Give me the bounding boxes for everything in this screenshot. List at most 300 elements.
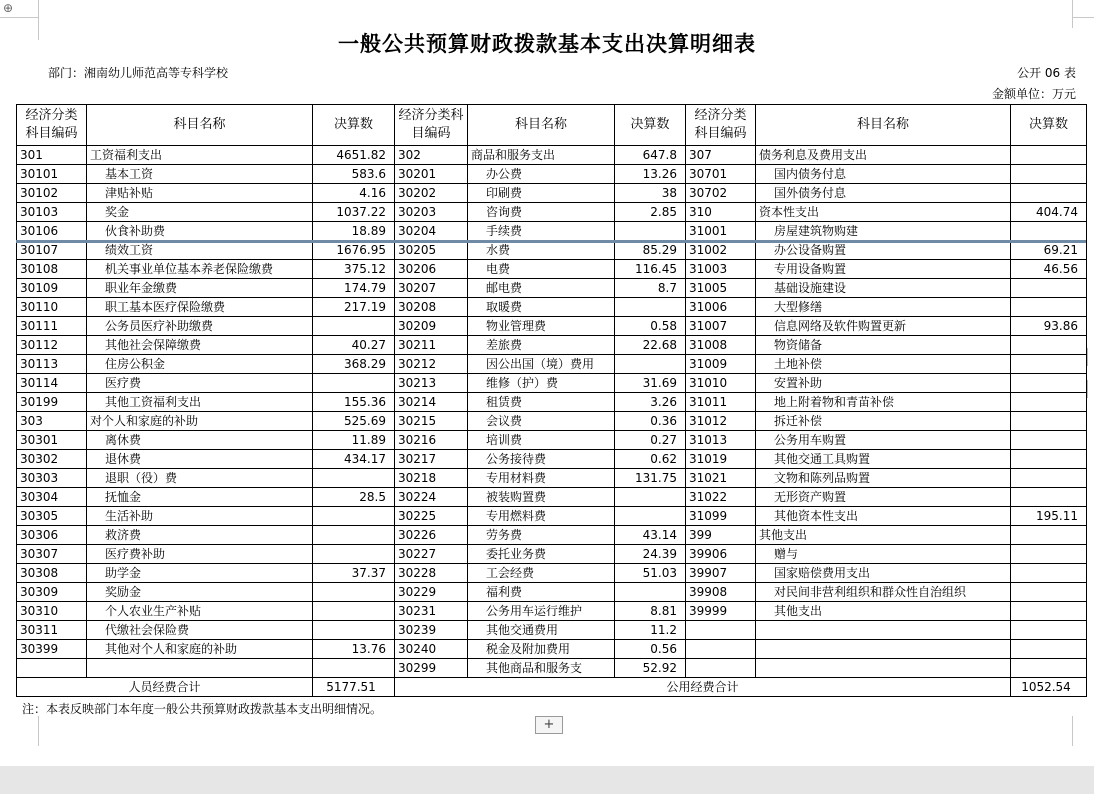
name-cell[interactable]: 公务接待费 [468, 450, 615, 469]
header-row [17, 105, 1087, 146]
table-row [17, 279, 1087, 298]
amount-cell[interactable] [313, 507, 395, 526]
table-row [17, 393, 1087, 412]
name-cell[interactable]: 职工基本医疗保险缴费 [87, 298, 313, 317]
amount-cell[interactable]: 525.69 [313, 412, 395, 431]
amount-cell[interactable]: 4.16 [313, 184, 395, 203]
amount-cell[interactable] [1011, 374, 1087, 393]
code-cell[interactable]: 30206 [395, 260, 468, 279]
name-cell[interactable]: 赠与 [756, 545, 1011, 564]
personnel-total-label[interactable]: 人员经费合计 [17, 678, 313, 697]
code-cell[interactable]: 30701 [686, 165, 756, 184]
move-handle-icon[interactable]: ⊕ [2, 1, 14, 15]
code-cell[interactable]: 31003 [686, 260, 756, 279]
page-title: 一般公共预算财政拨款基本支出决算明细表 [338, 31, 756, 56]
table-row [17, 640, 1087, 659]
amount-cell[interactable]: 11.89 [313, 431, 395, 450]
status-bar [0, 766, 1094, 794]
name-cell[interactable]: 专用设备购置 [756, 260, 1011, 279]
code-cell[interactable]: 307 [686, 146, 756, 165]
name-cell[interactable]: 取暖费 [468, 298, 615, 317]
name-cell[interactable]: 无形资产购置 [756, 488, 1011, 507]
amount-cell[interactable] [1011, 431, 1087, 450]
amount-cell[interactable]: 13.76 [313, 640, 395, 659]
header-name[interactable]: 科目名称 [756, 105, 1011, 146]
code-cell[interactable]: 31008 [686, 336, 756, 355]
name-cell[interactable]: 津贴补贴 [87, 184, 313, 203]
code-cell[interactable]: 30229 [395, 583, 468, 602]
amount-cell[interactable] [615, 222, 686, 241]
code-cell[interactable] [686, 659, 756, 678]
header-code[interactable]: 经济分类科目编码 [395, 105, 468, 146]
amount-cell[interactable] [615, 355, 686, 374]
amount-cell[interactable] [1011, 450, 1087, 469]
name-cell[interactable]: 电费 [468, 260, 615, 279]
code-cell[interactable] [17, 659, 87, 678]
name-cell[interactable]: 会议费 [468, 412, 615, 431]
personnel-total-value[interactable]: 5177.51 [313, 678, 395, 697]
amount-cell[interactable]: 174.79 [313, 279, 395, 298]
code-cell[interactable]: 30303 [17, 469, 87, 488]
amount-cell[interactable]: 404.74 [1011, 203, 1087, 222]
amount-cell[interactable]: 28.5 [313, 488, 395, 507]
name-cell[interactable] [756, 659, 1011, 678]
amount-cell[interactable]: 31.69 [615, 374, 686, 393]
name-cell[interactable]: 绩效工资 [87, 241, 313, 260]
amount-cell[interactable]: 24.39 [615, 545, 686, 564]
name-cell[interactable]: 住房公积金 [87, 355, 313, 374]
code-cell[interactable]: 30201 [395, 165, 468, 184]
amount-cell[interactable]: 0.58 [615, 317, 686, 336]
amount-cell[interactable] [615, 507, 686, 526]
code-cell[interactable]: 30114 [17, 374, 87, 393]
name-cell[interactable]: 退职（役）费 [87, 469, 313, 488]
amount-cell[interactable] [1011, 393, 1087, 412]
amount-cell[interactable] [313, 469, 395, 488]
code-cell[interactable]: 30308 [17, 564, 87, 583]
name-cell[interactable]: 医疗费 [87, 374, 313, 393]
code-cell[interactable]: 31022 [686, 488, 756, 507]
amount-cell[interactable] [1011, 659, 1087, 678]
amount-cell[interactable]: 52.92 [615, 659, 686, 678]
name-cell[interactable]: 手续费 [468, 222, 615, 241]
amount-cell[interactable] [313, 659, 395, 678]
code-cell[interactable]: 399 [686, 526, 756, 545]
code-cell[interactable]: 30302 [17, 450, 87, 469]
table-row [17, 184, 1087, 203]
name-cell[interactable]: 租赁费 [468, 393, 615, 412]
name-cell[interactable]: 大型修缮 [756, 298, 1011, 317]
name-cell[interactable]: 办公费 [468, 165, 615, 184]
margin-guide [1072, 716, 1073, 746]
amount-cell[interactable] [313, 602, 395, 621]
amount-cell[interactable] [1011, 469, 1087, 488]
code-cell[interactable]: 30702 [686, 184, 756, 203]
name-cell[interactable]: 其他交通工具购置 [756, 450, 1011, 469]
name-cell[interactable]: 医疗费补助 [87, 545, 313, 564]
margin-guide [38, 716, 39, 746]
table-row [17, 450, 1087, 469]
name-cell[interactable]: 国内债务付息 [756, 165, 1011, 184]
amount-cell[interactable] [1011, 279, 1087, 298]
amount-cell[interactable] [1011, 412, 1087, 431]
amount-cell[interactable] [615, 583, 686, 602]
name-cell[interactable] [756, 640, 1011, 659]
code-cell[interactable]: 30211 [395, 336, 468, 355]
code-cell[interactable]: 30217 [395, 450, 468, 469]
amount-cell[interactable]: 0.36 [615, 412, 686, 431]
amount-cell[interactable]: 155.36 [313, 393, 395, 412]
code-cell[interactable]: 31011 [686, 393, 756, 412]
name-cell[interactable]: 物业管理费 [468, 317, 615, 336]
name-cell[interactable]: 个人农业生产补贴 [87, 602, 313, 621]
name-cell[interactable] [756, 621, 1011, 640]
code-cell[interactable]: 30103 [17, 203, 87, 222]
name-cell[interactable]: 对民间非营利组织和群众性自治组织 [756, 583, 1011, 602]
amount-cell[interactable]: 195.11 [1011, 507, 1087, 526]
code-cell[interactable]: 30106 [17, 222, 87, 241]
name-cell[interactable]: 国外债务付息 [756, 184, 1011, 203]
table-number: 公开 06 表 [1017, 66, 1076, 80]
amount-cell[interactable]: 647.8 [615, 146, 686, 165]
code-cell[interactable]: 31009 [686, 355, 756, 374]
name-cell[interactable]: 其他工资福利支出 [87, 393, 313, 412]
amount-cell[interactable]: 18.89 [313, 222, 395, 241]
name-cell[interactable]: 救济费 [87, 526, 313, 545]
amount-cell[interactable]: 0.56 [615, 640, 686, 659]
code-cell[interactable]: 31021 [686, 469, 756, 488]
name-cell[interactable]: 地上附着物和青苗补偿 [756, 393, 1011, 412]
code-cell[interactable]: 30199 [17, 393, 87, 412]
public-total-value[interactable]: 1052.54 [1011, 678, 1087, 697]
code-cell[interactable]: 30299 [395, 659, 468, 678]
code-cell[interactable]: 30205 [395, 241, 468, 260]
name-cell[interactable]: 其他支出 [756, 602, 1011, 621]
table-note: 注：本表反映部门本年度一般公共预算财政拨款基本支出明细情况。 [22, 702, 383, 716]
amount-cell[interactable] [1011, 583, 1087, 602]
code-cell[interactable]: 30208 [395, 298, 468, 317]
amount-cell[interactable]: 375.12 [313, 260, 395, 279]
amount-cell[interactable]: 40.27 [313, 336, 395, 355]
amount-cell[interactable]: 51.03 [615, 564, 686, 583]
code-cell[interactable]: 30209 [395, 317, 468, 336]
table-row [17, 621, 1087, 640]
amount-cell[interactable] [1011, 602, 1087, 621]
code-cell[interactable]: 303 [17, 412, 87, 431]
amount-cell[interactable]: 3.26 [615, 393, 686, 412]
amount-cell[interactable]: 13.26 [615, 165, 686, 184]
name-cell[interactable]: 因公出国（境）费用 [468, 355, 615, 374]
name-cell[interactable]: 专用燃料费 [468, 507, 615, 526]
code-cell[interactable]: 39999 [686, 602, 756, 621]
name-cell[interactable]: 物资储备 [756, 336, 1011, 355]
name-cell[interactable]: 生活补助 [87, 507, 313, 526]
scroll-mark [1087, 348, 1094, 366]
code-cell[interactable]: 30218 [395, 469, 468, 488]
code-cell[interactable]: 30227 [395, 545, 468, 564]
amount-cell[interactable]: 0.27 [615, 431, 686, 450]
code-cell[interactable]: 30111 [17, 317, 87, 336]
name-cell[interactable]: 税金及附加费用 [468, 640, 615, 659]
code-cell[interactable]: 30304 [17, 488, 87, 507]
name-cell[interactable]: 资本性支出 [756, 203, 1011, 222]
amount-cell[interactable] [1011, 146, 1087, 165]
amount-unit: 金额单位：万元 [991, 87, 1076, 101]
amount-cell[interactable]: 8.81 [615, 602, 686, 621]
code-cell[interactable]: 30107 [17, 241, 87, 260]
amount-cell[interactable]: 69.21 [1011, 241, 1087, 260]
add-sheet-button[interactable]: + [535, 716, 563, 734]
code-cell[interactable]: 30301 [17, 431, 87, 450]
name-cell[interactable]: 其他资本性支出 [756, 507, 1011, 526]
code-cell[interactable]: 30226 [395, 526, 468, 545]
name-cell[interactable]: 办公设备购置 [756, 241, 1011, 260]
header-code[interactable]: 经济分类科目编码 [17, 105, 87, 146]
table-row [17, 165, 1087, 184]
scroll-mark [1087, 380, 1094, 398]
name-cell[interactable]: 其他交通费用 [468, 621, 615, 640]
name-cell[interactable]: 土地补偿 [756, 355, 1011, 374]
code-cell[interactable]: 30214 [395, 393, 468, 412]
amount-cell[interactable]: 85.29 [615, 241, 686, 260]
name-cell[interactable]: 其他支出 [756, 526, 1011, 545]
code-cell[interactable]: 30399 [17, 640, 87, 659]
amount-cell[interactable] [313, 545, 395, 564]
name-cell[interactable]: 基本工资 [87, 165, 313, 184]
table-row [17, 317, 1087, 336]
name-cell[interactable]: 培训费 [468, 431, 615, 450]
table-row [17, 374, 1087, 393]
name-cell[interactable]: 职业年金缴费 [87, 279, 313, 298]
code-cell[interactable]: 30109 [17, 279, 87, 298]
name-cell[interactable]: 专用材料费 [468, 469, 615, 488]
margin-guide [1072, 0, 1073, 28]
amount-cell[interactable]: 116.45 [615, 260, 686, 279]
name-cell[interactable]: 维修（护）费 [468, 374, 615, 393]
table-row [17, 203, 1087, 222]
amount-cell[interactable]: 22.68 [615, 336, 686, 355]
amount-cell[interactable]: 583.6 [313, 165, 395, 184]
code-cell[interactable]: 39908 [686, 583, 756, 602]
code-cell[interactable]: 30113 [17, 355, 87, 374]
name-cell[interactable]: 其他商品和服务支 [468, 659, 615, 678]
code-cell[interactable]: 302 [395, 146, 468, 165]
name-cell[interactable]: 邮电费 [468, 279, 615, 298]
name-cell[interactable]: 委托业务费 [468, 545, 615, 564]
code-cell[interactable]: 31010 [686, 374, 756, 393]
code-cell[interactable]: 30203 [395, 203, 468, 222]
name-cell[interactable]: 抚恤金 [87, 488, 313, 507]
code-cell[interactable]: 30309 [17, 583, 87, 602]
margin-guide [1072, 17, 1094, 18]
name-cell[interactable]: 机关事业单位基本养老保险缴费 [87, 260, 313, 279]
table-row [17, 146, 1087, 165]
name-cell[interactable]: 助学金 [87, 564, 313, 583]
name-cell[interactable]: 伙食补助费 [87, 222, 313, 241]
name-cell[interactable]: 代缴社会保险费 [87, 621, 313, 640]
amount-cell[interactable] [1011, 640, 1087, 659]
code-cell[interactable]: 31002 [686, 241, 756, 260]
amount-cell[interactable] [1011, 184, 1087, 203]
code-cell[interactable]: 30101 [17, 165, 87, 184]
table-row [17, 431, 1087, 450]
code-cell[interactable]: 31007 [686, 317, 756, 336]
frozen-pane-divider[interactable] [16, 240, 1086, 243]
amount-cell[interactable]: 43.14 [615, 526, 686, 545]
budget-detail-table [16, 104, 1087, 697]
code-cell[interactable]: 30207 [395, 279, 468, 298]
code-cell[interactable]: 31099 [686, 507, 756, 526]
header-name[interactable]: 科目名称 [87, 105, 313, 146]
amount-cell[interactable]: 46.56 [1011, 260, 1087, 279]
name-cell[interactable]: 水费 [468, 241, 615, 260]
name-cell[interactable]: 印刷费 [468, 184, 615, 203]
amount-cell[interactable]: 11.2 [615, 621, 686, 640]
name-cell[interactable]: 工会经费 [468, 564, 615, 583]
amount-cell[interactable] [313, 621, 395, 640]
table-row [17, 336, 1087, 355]
header-name[interactable]: 科目名称 [468, 105, 615, 146]
code-cell[interactable]: 30112 [17, 336, 87, 355]
amount-cell[interactable]: 131.75 [615, 469, 686, 488]
amount-cell[interactable] [313, 374, 395, 393]
name-cell[interactable]: 咨询费 [468, 203, 615, 222]
code-cell[interactable]: 301 [17, 146, 87, 165]
table-row [17, 602, 1087, 621]
name-cell[interactable]: 劳务费 [468, 526, 615, 545]
code-cell[interactable]: 31019 [686, 450, 756, 469]
code-cell[interactable] [686, 640, 756, 659]
name-cell[interactable]: 其他对个人和家庭的补助 [87, 640, 313, 659]
name-cell[interactable]: 公务用车运行维护 [468, 602, 615, 621]
name-cell[interactable]: 公务员医疗补助缴费 [87, 317, 313, 336]
name-cell[interactable]: 对个人和家庭的补助 [87, 412, 313, 431]
header-code[interactable]: 经济分类科目编码 [686, 105, 756, 146]
code-cell[interactable]: 30225 [395, 507, 468, 526]
code-cell[interactable]: 39906 [686, 545, 756, 564]
name-cell[interactable]: 其他社会保障缴费 [87, 336, 313, 355]
code-cell[interactable]: 31001 [686, 222, 756, 241]
code-cell[interactable] [686, 621, 756, 640]
amount-cell[interactable] [1011, 165, 1087, 184]
table-row [17, 659, 1087, 678]
name-cell[interactable]: 退休费 [87, 450, 313, 469]
code-cell[interactable]: 310 [686, 203, 756, 222]
amount-cell[interactable] [1011, 222, 1087, 241]
amount-cell[interactable]: 434.17 [313, 450, 395, 469]
name-cell[interactable]: 基础设施建设 [756, 279, 1011, 298]
header-amount[interactable]: 决算数 [1011, 105, 1087, 146]
code-cell[interactable]: 30215 [395, 412, 468, 431]
code-cell[interactable]: 31012 [686, 412, 756, 431]
code-cell[interactable]: 30231 [395, 602, 468, 621]
amount-cell[interactable]: 37.37 [313, 564, 395, 583]
amount-cell[interactable] [1011, 298, 1087, 317]
code-cell[interactable]: 30307 [17, 545, 87, 564]
amount-cell[interactable] [1011, 621, 1087, 640]
code-cell[interactable]: 30102 [17, 184, 87, 203]
amount-cell[interactable]: 93.86 [1011, 317, 1087, 336]
code-cell[interactable]: 31006 [686, 298, 756, 317]
amount-cell[interactable] [1011, 564, 1087, 583]
name-cell[interactable]: 信息网络及软件购置更新 [756, 317, 1011, 336]
name-cell[interactable]: 债务利息及费用支出 [756, 146, 1011, 165]
code-cell[interactable]: 30216 [395, 431, 468, 450]
table-row [17, 412, 1087, 431]
amount-cell[interactable] [1011, 526, 1087, 545]
amount-cell[interactable] [313, 526, 395, 545]
table-row [17, 507, 1087, 526]
header-amount[interactable]: 决算数 [615, 105, 686, 146]
amount-cell[interactable] [1011, 355, 1087, 374]
code-cell[interactable]: 30228 [395, 564, 468, 583]
name-cell[interactable]: 离休费 [87, 431, 313, 450]
code-cell[interactable]: 39907 [686, 564, 756, 583]
name-cell[interactable]: 文物和陈列品购置 [756, 469, 1011, 488]
amount-cell[interactable] [1011, 545, 1087, 564]
amount-cell[interactable] [313, 583, 395, 602]
amount-cell[interactable] [615, 488, 686, 507]
code-cell[interactable]: 30204 [395, 222, 468, 241]
amount-cell[interactable]: 8.7 [615, 279, 686, 298]
name-cell[interactable]: 奖励金 [87, 583, 313, 602]
code-cell[interactable]: 30212 [395, 355, 468, 374]
code-cell[interactable]: 30110 [17, 298, 87, 317]
code-cell[interactable]: 30240 [395, 640, 468, 659]
code-cell[interactable]: 30306 [17, 526, 87, 545]
totals-row [17, 678, 1087, 697]
code-cell[interactable]: 31005 [686, 279, 756, 298]
name-cell[interactable]: 奖金 [87, 203, 313, 222]
amount-cell[interactable] [1011, 488, 1087, 507]
name-cell[interactable]: 商品和服务支出 [468, 146, 615, 165]
amount-cell[interactable] [615, 298, 686, 317]
header-amount[interactable]: 决算数 [313, 105, 395, 146]
name-cell[interactable]: 房屋建筑物购建 [756, 222, 1011, 241]
code-cell[interactable]: 30305 [17, 507, 87, 526]
code-cell[interactable]: 30108 [17, 260, 87, 279]
amount-cell[interactable]: 38 [615, 184, 686, 203]
name-cell[interactable] [87, 659, 313, 678]
code-cell[interactable]: 30239 [395, 621, 468, 640]
code-cell[interactable]: 30311 [17, 621, 87, 640]
name-cell[interactable]: 差旅费 [468, 336, 615, 355]
name-cell[interactable]: 工资福利支出 [87, 146, 313, 165]
amount-cell[interactable] [313, 317, 395, 336]
amount-cell[interactable] [1011, 336, 1087, 355]
name-cell[interactable]: 被装购置费 [468, 488, 615, 507]
public-total-label[interactable]: 公用经费合计 [395, 678, 1011, 697]
code-cell[interactable]: 31013 [686, 431, 756, 450]
name-cell[interactable]: 公务用车购置 [756, 431, 1011, 450]
amount-cell[interactable]: 368.29 [313, 355, 395, 374]
amount-cell[interactable]: 2.85 [615, 203, 686, 222]
code-cell[interactable]: 30224 [395, 488, 468, 507]
name-cell[interactable]: 拆迁补偿 [756, 412, 1011, 431]
code-cell[interactable]: 30202 [395, 184, 468, 203]
table-row [17, 488, 1087, 507]
code-cell[interactable]: 30310 [17, 602, 87, 621]
name-cell[interactable]: 福利费 [468, 583, 615, 602]
name-cell[interactable]: 国家赔偿费用支出 [756, 564, 1011, 583]
name-cell[interactable]: 安置补助 [756, 374, 1011, 393]
code-cell[interactable]: 30213 [395, 374, 468, 393]
amount-cell[interactable]: 1037.22 [313, 203, 395, 222]
amount-cell[interactable]: 1676.95 [313, 241, 395, 260]
amount-cell[interactable]: 4651.82 [313, 146, 395, 165]
amount-cell[interactable]: 217.19 [313, 298, 395, 317]
amount-cell[interactable]: 0.62 [615, 450, 686, 469]
